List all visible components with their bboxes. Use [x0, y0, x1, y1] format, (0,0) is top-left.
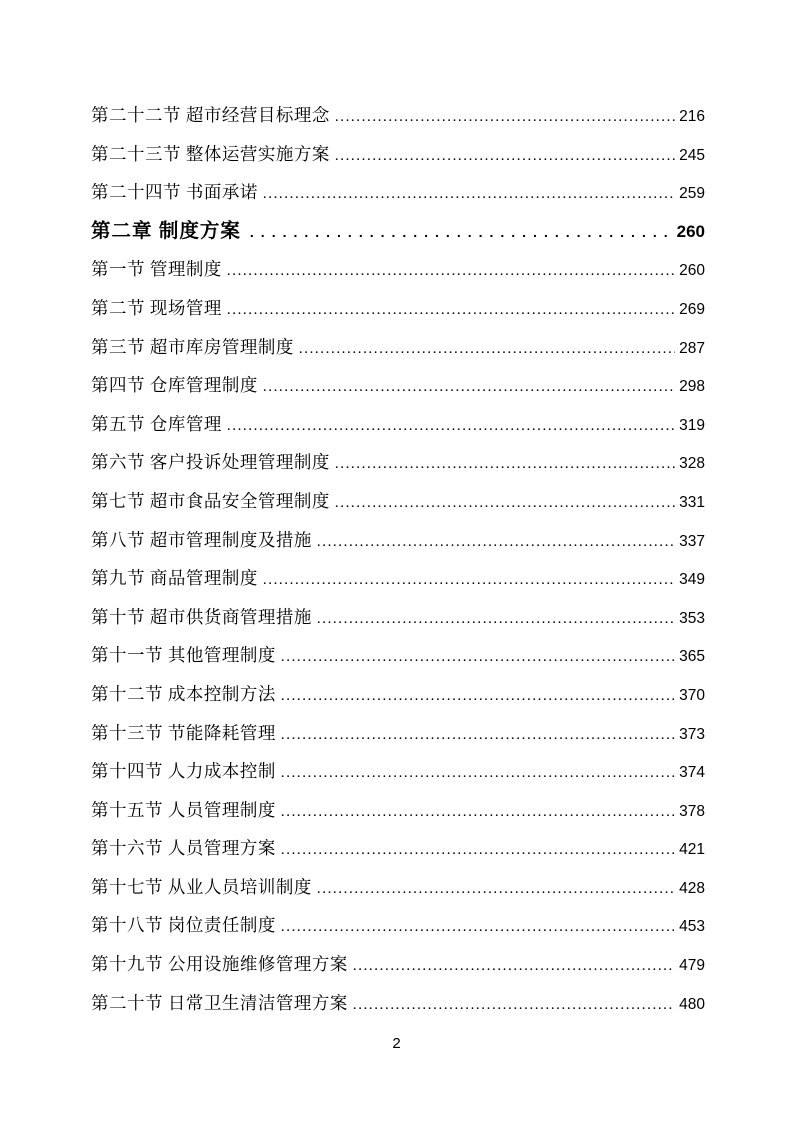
toc-entry-title: 第十一节 其他管理制度	[91, 645, 276, 666]
toc-dot-leader	[263, 368, 675, 407]
toc-dot-leader	[281, 716, 675, 755]
toc-entry-page-number: 328	[679, 455, 705, 473]
toc-entry-page-number: 374	[679, 764, 705, 782]
toc-dot-leader	[299, 330, 675, 369]
toc-dot-leader	[335, 445, 675, 484]
toc-entry-title: 第十五节 人员管理制度	[91, 799, 276, 820]
toc-entry-title: 第十二节 成本控制方法	[91, 683, 276, 704]
toc-entry-title: 第九节 商品管理制度	[91, 568, 258, 589]
toc-entry-page-number: 331	[679, 493, 705, 511]
toc-dot-leader	[353, 986, 675, 1025]
toc-entry-page-number: 428	[679, 879, 705, 897]
toc-dot-leader	[227, 252, 675, 291]
toc-entry[interactable]	[91, 173, 705, 212]
toc-entry[interactable]	[91, 945, 705, 984]
toc-dot-leader	[263, 175, 675, 214]
toc-dot-leader	[353, 947, 675, 986]
toc-entry-page-number: 298	[679, 378, 705, 396]
toc-entry-title: 第五节 仓库管理	[91, 413, 222, 434]
toc-entry-title: 第十九节 公用设施维修管理方案	[91, 954, 348, 975]
toc-entry-title: 第十八节 岗位责任制度	[91, 915, 276, 936]
toc-entry[interactable]	[91, 212, 705, 251]
toc-entry-page-number: 479	[679, 957, 705, 975]
toc-entry[interactable]	[91, 366, 705, 405]
toc-entry-page-number: 319	[679, 416, 705, 434]
toc-entry[interactable]	[91, 405, 705, 444]
toc-list	[91, 96, 705, 1022]
toc-dot-leader	[281, 677, 675, 716]
toc-entry-title: 第二章 制度方案	[91, 219, 241, 242]
toc-dot-leader	[281, 908, 675, 947]
toc-dot-leader	[263, 561, 675, 600]
toc-entry-title: 第二十三节 整体运营实施方案	[91, 143, 330, 164]
toc-entry[interactable]	[91, 559, 705, 598]
toc-entry-page-number: 353	[679, 609, 705, 627]
toc-dot-leader	[335, 98, 675, 137]
toc-entry[interactable]	[91, 328, 705, 367]
toc-entry-title: 第二十二节 超市经营目标理念	[91, 105, 330, 125]
toc-entry-page-number: 349	[679, 571, 705, 589]
toc-entry-page-number: 373	[679, 725, 705, 743]
toc-entry[interactable]	[91, 984, 705, 1023]
toc-entry-title: 第二节 现场管理	[91, 297, 222, 318]
toc-dot-leader	[281, 754, 675, 793]
toc-dot-leader	[227, 291, 675, 330]
toc-entry-page-number: 260	[679, 262, 705, 280]
toc-dot-leader	[281, 638, 675, 677]
toc-dot-leader	[281, 793, 675, 832]
toc-entry-page-number: 269	[679, 300, 705, 318]
toc-entry-title: 第二十节 日常卫生清洁管理方案	[91, 992, 348, 1013]
toc-entry-title: 第十六节 人员管理方案	[91, 838, 276, 859]
toc-dot-leader	[335, 137, 675, 176]
toc-dot-leader	[317, 523, 675, 562]
toc-entry[interactable]	[91, 714, 705, 753]
toc-entry[interactable]	[91, 598, 705, 637]
toc-dot-leader	[335, 484, 675, 523]
toc-entry[interactable]	[91, 250, 705, 289]
toc-entry-page-number: 378	[679, 802, 705, 820]
toc-dot-leader	[317, 870, 675, 909]
toc-entry-title: 第十四节 人力成本控制	[91, 761, 276, 782]
toc-dot-leader	[250, 213, 667, 253]
toc-entry-page-number: 245	[679, 146, 705, 164]
toc-entry-title: 第十三节 节能降耗管理	[91, 722, 276, 743]
toc-entry[interactable]	[91, 521, 705, 560]
toc-entry-title: 第四节 仓库管理制度	[91, 375, 258, 396]
toc-entry-page-number: 370	[679, 686, 705, 704]
toc-dot-leader	[317, 600, 675, 639]
toc-entry-title: 第六节 客户投诉处理管理制度	[91, 452, 330, 473]
toc-entry[interactable]	[91, 443, 705, 482]
toc-entry[interactable]	[91, 636, 705, 675]
toc-entry-page-number: 453	[679, 918, 705, 936]
toc-entry-page-number: 216	[679, 108, 705, 125]
toc-entry-title: 第三节 超市库房管理制度	[91, 336, 294, 357]
toc-entry-page-number: 365	[679, 648, 705, 666]
toc-entry[interactable]	[91, 289, 705, 328]
toc-entry-title: 第八节 超市管理制度及措施	[91, 529, 312, 550]
toc-dot-leader	[281, 831, 675, 870]
toc-entry[interactable]	[91, 675, 705, 714]
toc-entry-page-number: 421	[679, 841, 705, 859]
toc-entry[interactable]	[91, 135, 705, 174]
toc-entry-page-number: 337	[679, 532, 705, 550]
toc-entry[interactable]	[91, 96, 705, 135]
toc-entry-title: 第十七节 从业人员培训制度	[91, 876, 312, 897]
toc-entry-title: 第七节 超市食品安全管理制度	[91, 490, 330, 511]
toc-entry[interactable]	[91, 829, 705, 868]
toc-entry-page-number: 287	[679, 339, 705, 357]
toc-entry-page-number: 260	[676, 221, 705, 241]
toc-entry-page-number: 480	[679, 995, 705, 1013]
toc-entry[interactable]	[91, 482, 705, 521]
toc-dot-leader	[227, 407, 675, 446]
footer-page-number: 2	[392, 1035, 401, 1052]
toc-entry-title: 第十节 超市供货商管理措施	[91, 606, 312, 627]
toc-entry[interactable]	[91, 791, 705, 830]
toc-entry-title: 第一节 管理制度	[91, 259, 222, 280]
toc-entry-page-number: 259	[679, 185, 705, 203]
toc-entry[interactable]	[91, 906, 705, 945]
toc-entry[interactable]	[91, 752, 705, 791]
toc-entry-title: 第二十四节 书面承诺	[91, 182, 258, 203]
toc-entry[interactable]	[91, 868, 705, 907]
